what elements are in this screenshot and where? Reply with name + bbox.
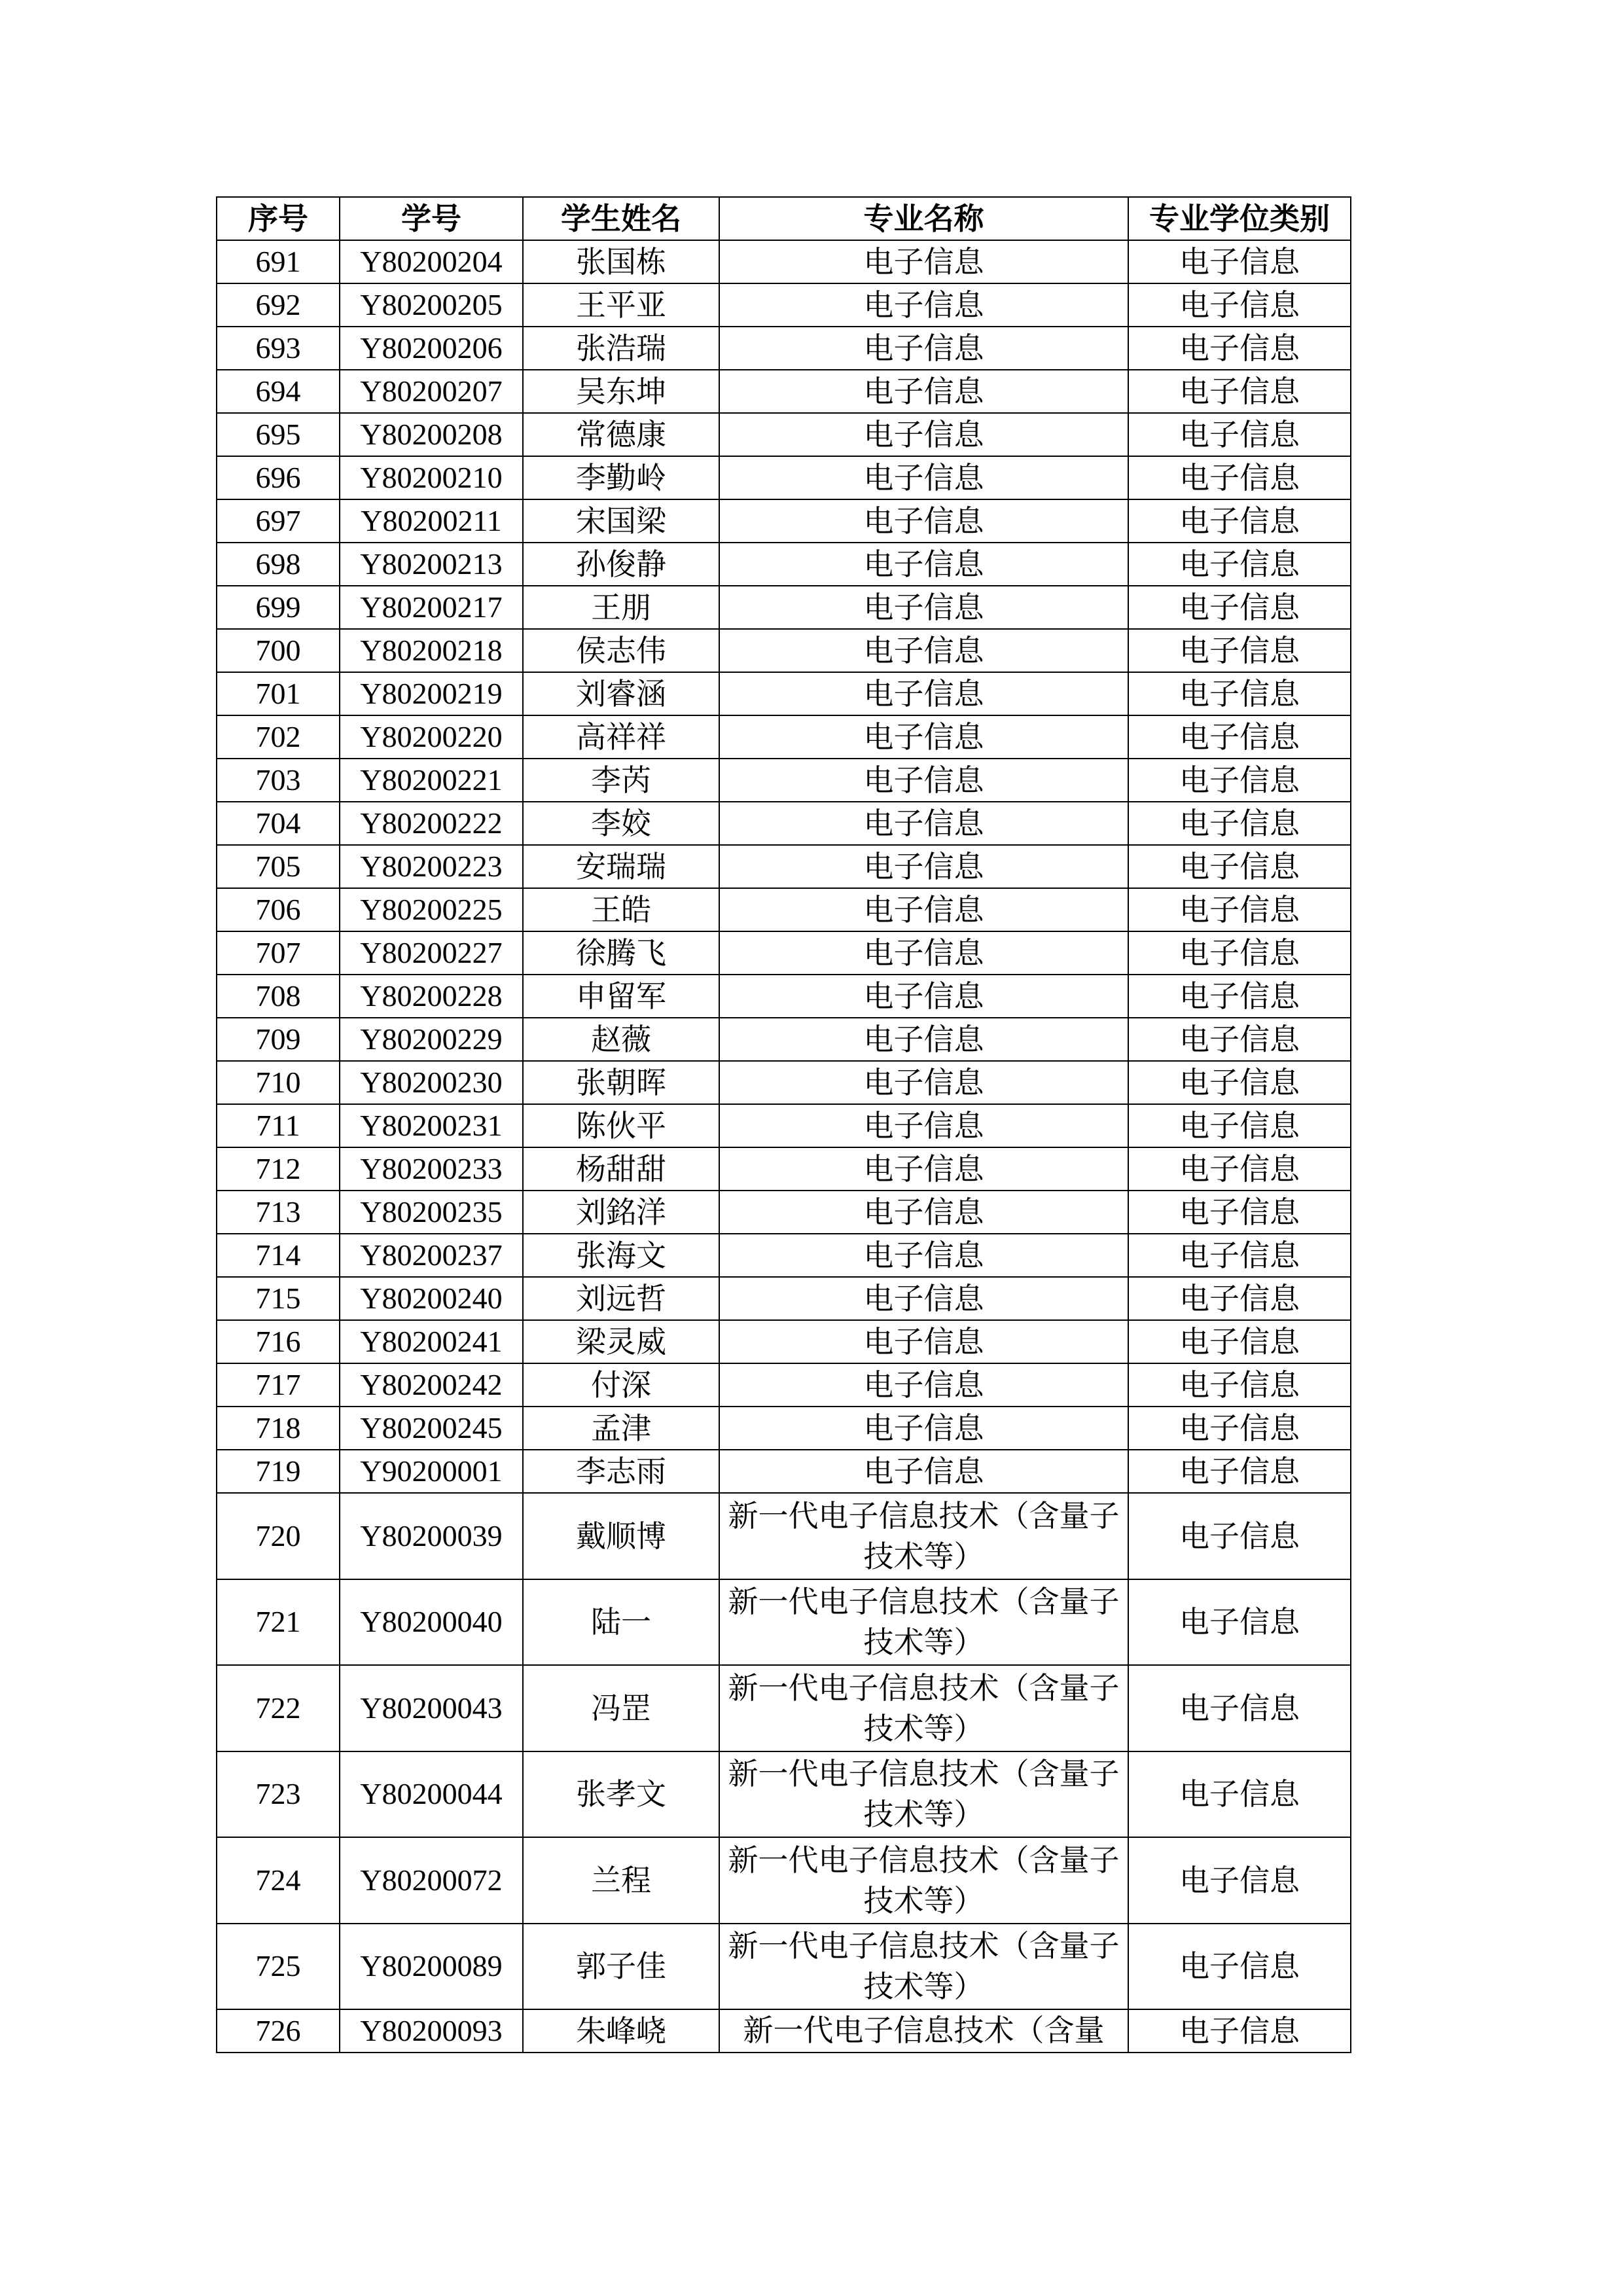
cell-major: 电子信息 [719,1277,1128,1320]
cell-student-name: 张浩瑞 [523,327,719,370]
cell-seq: 695 [217,413,340,456]
cell-degree-type: 电子信息 [1128,1018,1351,1061]
cell-student-id: Y80200237 [340,1234,523,1277]
cell-student-name: 孙俊静 [523,543,719,586]
cell-student-name: 兰程 [523,1837,719,1924]
table-header-row [217,197,1351,240]
cell-seq: 711 [217,1104,340,1147]
table-row [217,975,1351,1018]
cell-degree-type: 电子信息 [1128,1061,1351,1104]
cell-major: 电子信息 [719,975,1128,1018]
table-row [217,1104,1351,1147]
table-row [217,499,1351,543]
cell-student-name: 王皓 [523,888,719,931]
cell-seq: 715 [217,1277,340,1320]
cell-seq: 718 [217,1407,340,1450]
cell-seq: 692 [217,283,340,327]
cell-student-name: 张孝文 [523,1751,719,1838]
cell-student-id: Y80200242 [340,1363,523,1407]
table-row [217,1234,1351,1277]
cell-degree-type: 电子信息 [1128,845,1351,888]
cell-degree-type: 电子信息 [1128,1579,1351,1666]
cell-student-name: 王平亚 [523,283,719,327]
cell-degree-type: 电子信息 [1128,1320,1351,1363]
cell-student-name: 付深 [523,1363,719,1407]
cell-student-name: 李勤岭 [523,456,719,499]
cell-seq: 691 [217,240,340,283]
cell-seq: 724 [217,1837,340,1924]
cell-major: 电子信息 [719,672,1128,715]
header-student-name: 学生姓名 [523,197,719,240]
cell-student-name: 李芮 [523,759,719,802]
cell-student-id: Y80200205 [340,283,523,327]
cell-student-id: Y80200227 [340,931,523,975]
table-row [217,802,1351,845]
cell-seq: 704 [217,802,340,845]
cell-student-id: Y80200235 [340,1191,523,1234]
cell-seq: 702 [217,715,340,759]
cell-seq: 700 [217,629,340,672]
cell-student-id: Y80200210 [340,456,523,499]
cell-degree-type: 电子信息 [1128,543,1351,586]
cell-degree-type: 电子信息 [1128,1924,1351,2010]
cell-student-name: 赵薇 [523,1018,719,1061]
table-row [217,327,1351,370]
cell-student-name: 侯志伟 [523,629,719,672]
cell-student-id: Y80200218 [340,629,523,672]
cell-student-id: Y80200040 [340,1579,523,1666]
cell-student-id: Y90200001 [340,1450,523,1493]
cell-degree-type: 电子信息 [1128,1277,1351,1320]
table-row [217,1407,1351,1450]
cell-major: 电子信息 [719,1234,1128,1277]
cell-student-id: Y80200217 [340,586,523,629]
cell-degree-type: 电子信息 [1128,975,1351,1018]
cell-seq: 697 [217,499,340,543]
cell-student-id: Y80200245 [340,1407,523,1450]
cell-degree-type: 电子信息 [1128,931,1351,975]
cell-seq: 694 [217,370,340,413]
cell-degree-type: 电子信息 [1128,456,1351,499]
cell-student-name: 申留军 [523,975,719,1018]
cell-seq: 696 [217,456,340,499]
cell-major: 电子信息 [719,1191,1128,1234]
cell-degree-type: 电子信息 [1128,327,1351,370]
cell-major: 电子信息 [719,499,1128,543]
cell-student-name: 张朝晖 [523,1061,719,1104]
cell-major: 电子信息 [719,240,1128,283]
cell-degree-type: 电子信息 [1128,715,1351,759]
cell-student-id: Y80200240 [340,1277,523,1320]
cell-student-id: Y80200219 [340,672,523,715]
cell-student-id: Y80200220 [340,715,523,759]
cell-major: 新一代电子信息技术（含量 [719,2009,1128,2053]
cell-seq: 716 [217,1320,340,1363]
cell-major: 电子信息 [719,1407,1128,1450]
cell-student-name: 戴顺博 [523,1493,719,1579]
cell-student-name: 常德康 [523,413,719,456]
cell-student-name: 刘睿涵 [523,672,719,715]
cell-major: 电子信息 [719,715,1128,759]
cell-degree-type: 电子信息 [1128,1104,1351,1147]
cell-seq: 698 [217,543,340,586]
cell-student-name: 冯罡 [523,1665,719,1751]
cell-degree-type: 电子信息 [1128,1234,1351,1277]
table-row [217,240,1351,283]
cell-major: 电子信息 [719,888,1128,931]
cell-major: 电子信息 [719,802,1128,845]
header-major: 专业名称 [719,197,1128,240]
cell-major: 电子信息 [719,1363,1128,1407]
table-row [217,1493,1351,1579]
cell-student-name: 徐腾飞 [523,931,719,975]
cell-major: 新一代电子信息技术（含量子技术等） [719,1493,1128,1579]
cell-degree-type: 电子信息 [1128,283,1351,327]
cell-student-id: Y80200039 [340,1493,523,1579]
cell-student-id: Y80200221 [340,759,523,802]
cell-degree-type: 电子信息 [1128,1665,1351,1751]
cell-major: 电子信息 [719,845,1128,888]
cell-degree-type: 电子信息 [1128,759,1351,802]
cell-degree-type: 电子信息 [1128,1191,1351,1234]
cell-student-id: Y80200206 [340,327,523,370]
cell-seq: 705 [217,845,340,888]
cell-degree-type: 电子信息 [1128,1147,1351,1191]
cell-major: 新一代电子信息技术（含量子技术等） [719,1665,1128,1751]
table-row [217,2009,1351,2053]
cell-seq: 701 [217,672,340,715]
cell-student-id: Y80200208 [340,413,523,456]
cell-seq: 720 [217,1493,340,1579]
cell-student-id: Y80200229 [340,1018,523,1061]
cell-degree-type: 电子信息 [1128,2009,1351,2053]
cell-major: 新一代电子信息技术（含量子技术等） [719,1924,1128,2010]
cell-major: 电子信息 [719,931,1128,975]
cell-major: 电子信息 [719,413,1128,456]
cell-student-name: 孟津 [523,1407,719,1450]
table-row [217,1751,1351,1838]
cell-seq: 693 [217,327,340,370]
table-row [217,456,1351,499]
table-row [217,1147,1351,1191]
cell-seq: 713 [217,1191,340,1234]
cell-student-id: Y80200089 [340,1924,523,2010]
cell-seq: 706 [217,888,340,931]
cell-student-id: Y80200207 [340,370,523,413]
cell-major: 电子信息 [719,283,1128,327]
cell-student-name: 朱峰峣 [523,2009,719,2053]
table-row [217,759,1351,802]
cell-degree-type: 电子信息 [1128,672,1351,715]
cell-major: 新一代电子信息技术（含量子技术等） [719,1751,1128,1838]
cell-degree-type: 电子信息 [1128,1751,1351,1838]
table-row [217,370,1351,413]
cell-major: 电子信息 [719,629,1128,672]
cell-student-id: Y80200223 [340,845,523,888]
cell-degree-type: 电子信息 [1128,629,1351,672]
cell-student-name: 陆一 [523,1579,719,1666]
cell-student-id: Y80200228 [340,975,523,1018]
cell-student-name: 吴东坤 [523,370,719,413]
table-row [217,413,1351,456]
cell-major: 电子信息 [719,1061,1128,1104]
cell-major: 电子信息 [719,1018,1128,1061]
cell-seq: 707 [217,931,340,975]
header-student-id: 学号 [340,197,523,240]
cell-degree-type: 电子信息 [1128,1363,1351,1407]
cell-seq: 721 [217,1579,340,1666]
table-row [217,1363,1351,1407]
table-row [217,1665,1351,1751]
cell-seq: 709 [217,1018,340,1061]
cell-student-name: 张海文 [523,1234,719,1277]
cell-student-name: 刘远哲 [523,1277,719,1320]
table-row [217,1277,1351,1320]
cell-major: 电子信息 [719,1450,1128,1493]
table-row [217,1191,1351,1234]
cell-seq: 699 [217,586,340,629]
cell-student-name: 高祥祥 [523,715,719,759]
cell-degree-type: 电子信息 [1128,1407,1351,1450]
cell-major: 电子信息 [719,327,1128,370]
cell-seq: 708 [217,975,340,1018]
table-row [217,931,1351,975]
table-row [217,1837,1351,1924]
cell-degree-type: 电子信息 [1128,499,1351,543]
cell-major: 电子信息 [719,586,1128,629]
cell-student-id: Y80200093 [340,2009,523,2053]
table-body [217,240,1351,2053]
cell-major: 电子信息 [719,456,1128,499]
cell-seq: 712 [217,1147,340,1191]
cell-degree-type: 电子信息 [1128,888,1351,931]
header-seq: 序号 [217,197,340,240]
cell-student-id: Y80200231 [340,1104,523,1147]
cell-student-name: 刘銘洋 [523,1191,719,1234]
cell-major: 电子信息 [719,759,1128,802]
cell-student-id: Y80200043 [340,1665,523,1751]
table-row [217,283,1351,327]
table-row [217,715,1351,759]
cell-student-name: 李姣 [523,802,719,845]
cell-seq: 717 [217,1363,340,1407]
cell-student-id: Y80200241 [340,1320,523,1363]
cell-student-name: 郭子佳 [523,1924,719,2010]
cell-degree-type: 电子信息 [1128,370,1351,413]
cell-major: 电子信息 [719,543,1128,586]
cell-student-id: Y80200233 [340,1147,523,1191]
cell-student-name: 张国栋 [523,240,719,283]
table-row [217,1450,1351,1493]
cell-student-name: 杨甜甜 [523,1147,719,1191]
table-row [217,1579,1351,1666]
cell-degree-type: 电子信息 [1128,1450,1351,1493]
cell-seq: 725 [217,1924,340,2010]
cell-student-name: 李志雨 [523,1450,719,1493]
cell-student-id: Y80200072 [340,1837,523,1924]
table-row [217,1924,1351,2010]
table-row [217,543,1351,586]
cell-degree-type: 电子信息 [1128,802,1351,845]
cell-student-name: 陈伙平 [523,1104,719,1147]
cell-student-name: 安瑞瑞 [523,845,719,888]
table-row [217,586,1351,629]
table-row [217,1061,1351,1104]
cell-seq: 714 [217,1234,340,1277]
cell-student-id: Y80200211 [340,499,523,543]
cell-degree-type: 电子信息 [1128,1493,1351,1579]
table-row [217,629,1351,672]
cell-student-id: Y80200222 [340,802,523,845]
table-row [217,845,1351,888]
cell-student-id: Y80200044 [340,1751,523,1838]
cell-major: 电子信息 [719,1320,1128,1363]
cell-seq: 722 [217,1665,340,1751]
cell-degree-type: 电子信息 [1128,413,1351,456]
cell-degree-type: 电子信息 [1128,586,1351,629]
cell-student-name: 宋国梁 [523,499,719,543]
cell-major: 新一代电子信息技术（含量子技术等） [719,1837,1128,1924]
cell-seq: 723 [217,1751,340,1838]
cell-major: 新一代电子信息技术（含量子技术等） [719,1579,1128,1666]
cell-student-id: Y80200204 [340,240,523,283]
cell-seq: 710 [217,1061,340,1104]
cell-seq: 719 [217,1450,340,1493]
cell-degree-type: 电子信息 [1128,1837,1351,1924]
cell-student-name: 王朋 [523,586,719,629]
cell-major: 电子信息 [719,1104,1128,1147]
table-row [217,1320,1351,1363]
cell-student-id: Y80200230 [340,1061,523,1104]
table-row [217,1018,1351,1061]
cell-student-id: Y80200213 [340,543,523,586]
table-row [217,888,1351,931]
table-row [217,672,1351,715]
cell-major: 电子信息 [719,1147,1128,1191]
cell-seq: 726 [217,2009,340,2053]
cell-degree-type: 电子信息 [1128,240,1351,283]
header-degree-type: 专业学位类别 [1128,197,1351,240]
cell-student-name: 梁灵威 [523,1320,719,1363]
cell-student-id: Y80200225 [340,888,523,931]
cell-seq: 703 [217,759,340,802]
student-roster-table [216,196,1351,2053]
cell-major: 电子信息 [719,370,1128,413]
